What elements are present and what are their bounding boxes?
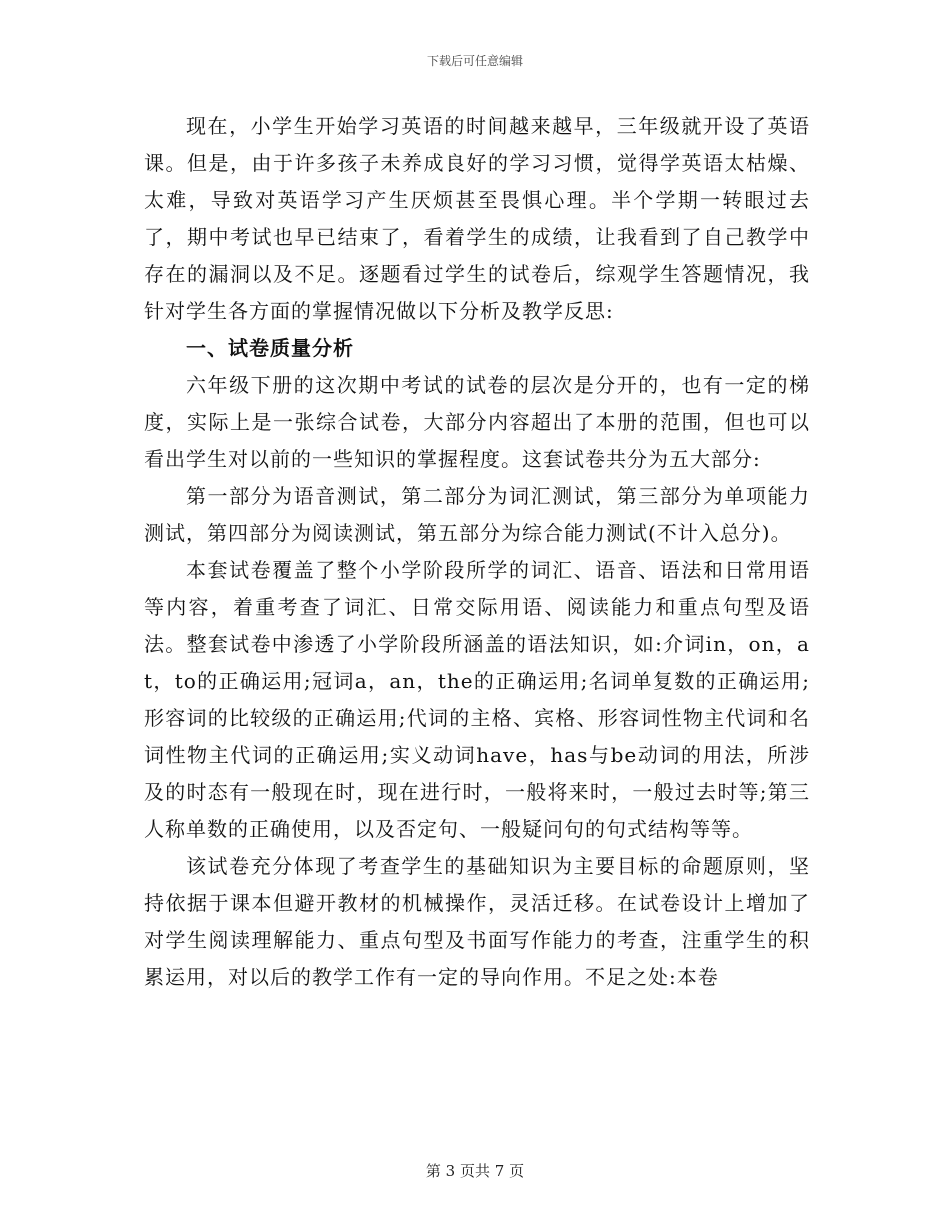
paragraph-exam-structure: 六年级下册的这次期中考试的试卷的层次是分开的，也有一定的梯度，实际上是一张综合试卷，大部分内容超出了本册的范围，但也可以看出学生对以前的一些知识的掌握程度。这套试卷共分为五大部分: (144, 373, 810, 471)
section-heading: 一、试卷质量分析 (186, 336, 354, 360)
page-number: 第 3 页共 7 页 (425, 1162, 525, 1180)
intro-paragraph: 现在，小学生开始学习英语的时间越来越早，三年级就开设了英语课。但是，由于许多孩子未养成良好的学习习惯，觉得学英语太枯燥、太难，导致对英语学习产生厌烦甚至畏惧心理。半个学期一转眼过去了，期中考试也早已结束了，看着学生的成绩，让我看到了自己教学中存在的漏洞以及不足。逐题看过学生的试卷后，综观学生答题情况，我针对学生各方面的掌握情况做以下分析及教学反思: (144, 114, 810, 323)
paragraph-exam-parts: 第一部分为语音测试，第二部分为词汇测试，第三部分为单项能力测试，第四部分为阅读测试，第五部分为综合能力测试(不计入总分)。 (144, 484, 810, 545)
paragraph-exam-coverage: 本套试卷覆盖了整个小学阶段所学的词汇、语音、语法和日常用语等内容，着重考查了词汇、日常交际用语、阅读能力和重点句型及语法。整套试卷中渗透了小学阶段所涵盖的语法知识，如:介词in，on，at，to的正确运用;冠词a，an，the的正确运用;名词单复数的正确运用;形容词的比较级的正确运用;代词的主格、宾格、形容词性物主代词和名词性物主代词的正确运用;实义动词have，has与be动词的用法，所涉及的时态有一般现在时，现在进行时，一般将来时，一般过去时等;第三人称单数的正确使用，以及否定句、一般疑问句的句式结构等等。 (144, 558, 810, 841)
page-header-note: 下载后可任意编辑 (426, 54, 523, 68)
paragraph-exam-evaluation: 该试卷充分体现了考查学生的基础知识为主要目标的命题原则，坚持依据于课本但避开教材的机械操作，灵活迁移。在试卷设计上增加了对学生阅读理解能力、重点句型及书面写作能力的考查，注重学生的积累运用，对以后的教学工作有一定的导向作用。不足之处:本卷 (144, 854, 810, 989)
document-body (144, 108, 810, 996)
